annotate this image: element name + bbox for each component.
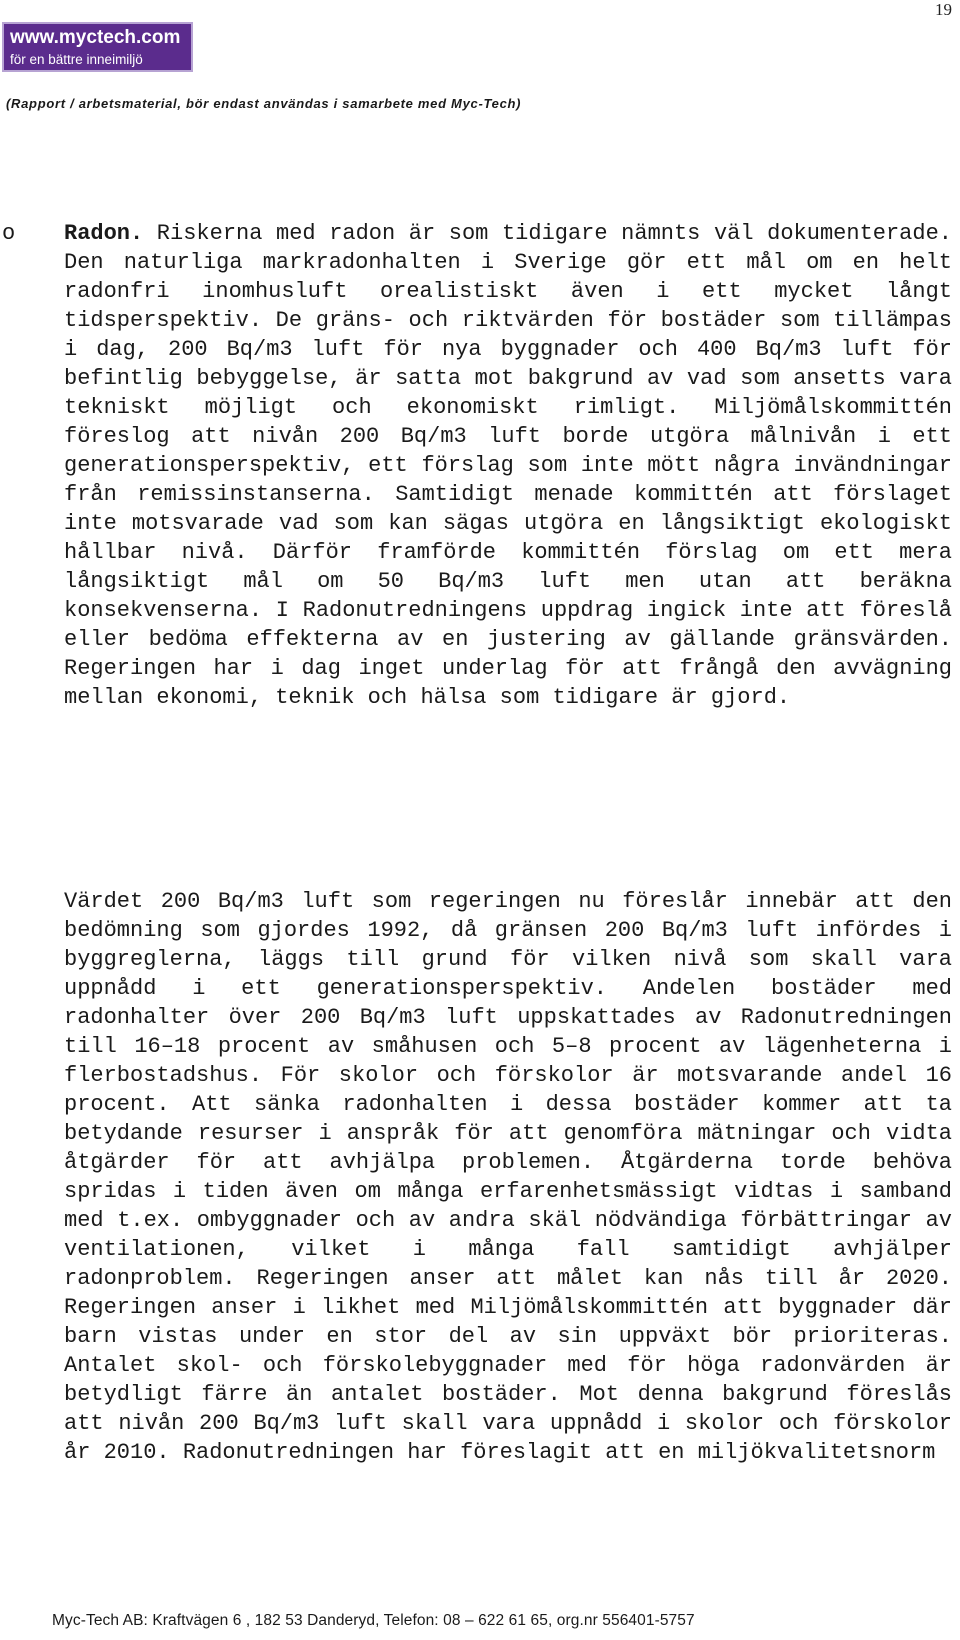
page-footer: Myc-Tech AB: Kraftvägen 6 , 182 53 Danderyd, Telefon: 08 – 622 61 65, org.nr 556401-5757 <box>52 1612 695 1629</box>
logo-url-text: www.myctech.com <box>10 27 181 48</box>
page-number: 19 <box>935 0 952 19</box>
bullet-marker: o <box>2 221 16 246</box>
logo-tagline: för en bättre inneimiljö <box>10 52 143 67</box>
header-note: (Rapport / arbetsmaterial, bör endast användas i samarbete med Myc-Tech) <box>6 96 522 111</box>
paragraph-radon <box>64 219 952 712</box>
paragraph-values: Värdet 200 Bq/m3 luft som regeringen nu föreslår innebär att den bedömning som gjordes 1992, då gränsen 200 Bq/m3 luft infördes i byggreglerna, läggs till grund för vilken nivå som skall vara uppnådd i ett generationsperspektiv. Andelen bostäder med radonhalter över 200 Bq/m3 luft uppskattades av Radonutredningen till 16–18 procent av småhusen och 5–8 procent av lägenheterna i flerbostadshus. För skolor och förskolor är motsvarande andel 16 procent. Att sänka radonhalten i dessa bostäder kommer att ta betydande resurser i anspråk för att genomföra mätningar och vidta åtgärder för att avhjälpa problemen. Åtgärderna torde behöva spridas i tiden även om många erfarenhetsmässigt vidtas i samband med t.ex. ombyggnader och av andra skäl nödvändiga förbättringar av ventilationen, vilket i många fall samtidigt avhjälper radonproblem. Regeringen anser att målet kan nås till år 2020. Regeringen anser i likhet med Miljömålskommittén att byggnader där barn vistas under en stor del av sin uppväxt bör prioriteras. Antalet skol- och förskolebyggnader med för höga radonvärden är betydligt färre än antalet bostäder. Mot denna bakgrund föreslås att nivån 200 Bq/m3 luft skall vara uppnådd i skolor och förskolor år 2010. Radonutredningen har föreslagit att en miljökvalitetsnorm <box>64 889 952 1465</box>
company-logo <box>2 22 193 72</box>
paragraph-lead: Radon. <box>64 221 144 246</box>
paragraph-body: Riskerna med radon är som tidigare nämnts väl dokumenterade. Den naturliga markradonhalten i Sverige gör ett mål om en helt radonfri inomhusluft orealistiskt även i ett mycket långt tidsperspektiv. De gräns- och riktvärden för bostäder som tillämpas i dag, 200 Bq/m3 luft för nya byggnader och 400 Bq/m3 luft för befintlig bebyggelse, är satta mot bakgrund av vad som ansetts vara tekniskt möjligt och ekonomiskt rimligt. Miljömålskommittén föreslog att nivån 200 Bq/m3 luft borde utgöra målnivån i ett generationsperspektiv, ett förslag som inte mött några invändningar från remissinstanserna. Samtidigt menade kommittén att förslaget inte motsvarade vad som kan sägas utgöra en långsiktigt ekologiskt hållbar nivå. Därför framförde kommittén förslag om ett mera långsiktigt mål om 50 Bq/m3 luft men utan att beräkna konsekvenserna. I Radonutredningens uppdrag ingick inte att föreslå eller bedöma effekterna av en justering av gällande gränsvärden. Regeringen har i dag inget underlag för att frångå den avvägning mellan ekonomi, teknik och hälsa som tidigare är gjord. <box>64 221 952 710</box>
